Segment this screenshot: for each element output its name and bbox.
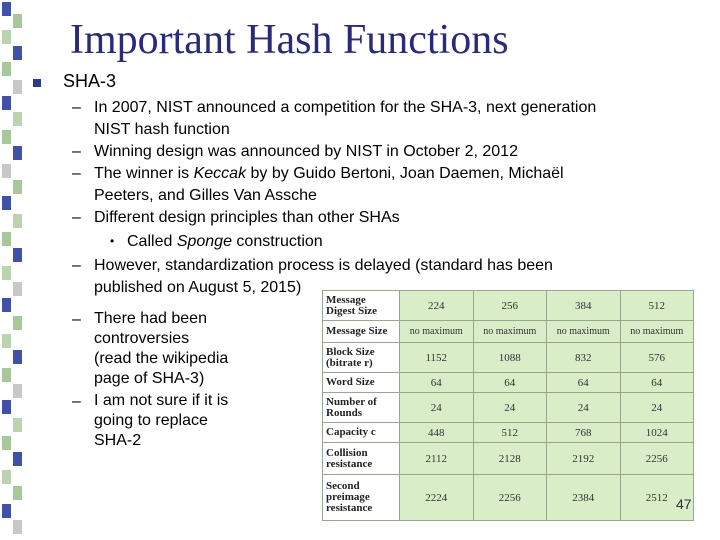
table-cell: 1088: [473, 343, 547, 373]
row-label: Second preimage resistance: [323, 475, 400, 521]
slide-title: Important Hash Functions: [70, 17, 509, 63]
row-label: Capacity c: [323, 423, 400, 443]
row-label: Message Digest Size: [323, 291, 400, 321]
sub-line: going to replace: [94, 412, 208, 429]
table-cell: 2224: [400, 475, 474, 521]
table-cell: 576: [620, 343, 694, 373]
dash-marker: –: [72, 165, 81, 182]
table-row: [323, 423, 694, 443]
table-cell: 2256: [473, 475, 547, 521]
table-cell: 512: [473, 423, 547, 443]
sub-line: I am not sure if it is: [94, 392, 229, 409]
table-cell: 2112: [400, 443, 474, 475]
sub-bullet-competition: [94, 97, 596, 141]
table-cell: 2384: [547, 475, 621, 521]
table-cell: 64: [400, 373, 474, 393]
table-cell: no maximum: [620, 321, 694, 343]
table-cell: 64: [620, 373, 694, 393]
table-row: [323, 443, 694, 475]
dot-marker: •: [110, 234, 115, 248]
sub-line: Different design principles than other SHAs: [94, 209, 400, 226]
dash-marker: –: [72, 393, 81, 410]
dash-marker: –: [72, 143, 81, 160]
sub-line: published on August 5, 2015): [94, 279, 302, 296]
sub-bullet-replace-sha2: [94, 391, 228, 451]
dash-marker: –: [72, 209, 81, 226]
table-row: [323, 475, 694, 521]
sub-line: Peeters, and Gilles Van Assche: [94, 187, 317, 204]
row-label: Block Size (bitrate r): [323, 343, 400, 373]
row-label: Number of Rounds: [323, 393, 400, 423]
table-cell: 224: [400, 291, 474, 321]
winner-prefix: The winner is: [94, 165, 194, 182]
table-cell: 2256: [620, 443, 694, 475]
sub-line: In 2007, NIST announced a competition for the SHA-3, next generation: [94, 99, 597, 116]
sponge-name: Sponge: [176, 233, 232, 250]
sponge-prefix: Called: [127, 233, 177, 250]
table-cell: 768: [547, 423, 621, 443]
row-label: Word Size: [323, 373, 400, 393]
sponge-suffix: construction: [231, 233, 323, 250]
table-cell: 384: [547, 291, 621, 321]
table-cell: no maximum: [400, 321, 474, 343]
sub-line: (read the wikipedia: [94, 350, 229, 367]
sub-line: SHA-2: [94, 432, 142, 449]
sub-bullet-winner: [94, 163, 564, 207]
sub-bullet-controversies: [94, 309, 228, 389]
table-cell: 1152: [400, 343, 474, 373]
dash-marker: –: [72, 311, 81, 328]
table-row: [323, 291, 694, 321]
sub-bullet-winning-design: [94, 141, 518, 163]
table-row: [323, 343, 694, 373]
table-cell: 2192: [547, 443, 621, 475]
sub-line: However, standardization process is delayed (standard has been: [94, 257, 553, 274]
table-row: [323, 393, 694, 423]
sub-line: [94, 163, 564, 185]
table-row: [323, 321, 694, 343]
sub-bullet-design-principles: [94, 207, 400, 229]
table-cell: no maximum: [547, 321, 621, 343]
table-cell: 1024: [620, 423, 694, 443]
table-cell: no maximum: [473, 321, 547, 343]
table-cell: 256: [473, 291, 547, 321]
sha3-parameter-table: [322, 290, 694, 521]
table-cell: 448: [400, 423, 474, 443]
table-cell: 2128: [473, 443, 547, 475]
dash-marker: –: [72, 99, 81, 116]
row-label: Collision resistance: [323, 443, 400, 475]
table-cell: 24: [473, 393, 547, 423]
table-cell: 24: [400, 393, 474, 423]
sub-sub-bullet-sponge: [127, 231, 323, 253]
table-cell: 24: [620, 393, 694, 423]
table-cell: 24: [547, 393, 621, 423]
table-row: [323, 373, 694, 393]
sub-line: There had been: [94, 310, 207, 327]
table-cell: 512: [620, 291, 694, 321]
winner-suffix: by by Guido Bertoni, Joan Daemen, Michaël: [246, 165, 564, 182]
table-cell: 832: [547, 343, 621, 373]
bullet-sha3: SHA-3: [63, 71, 117, 91]
page-number: 47: [676, 496, 692, 512]
dash-marker: –: [72, 257, 81, 274]
sub-line: controversies: [94, 330, 190, 347]
row-label: Message Size: [323, 321, 400, 343]
decorative-border: [0, 0, 30, 540]
bullet-square-icon: [33, 79, 41, 87]
table-cell: 2512: [620, 475, 694, 521]
sub-line: page of SHA-3): [94, 370, 205, 387]
table-cell: 64: [547, 373, 621, 393]
sub-line: NIST hash function: [94, 121, 230, 138]
table-cell: 64: [473, 373, 547, 393]
sub-line: Winning design was announced by NIST in October 2, 2012: [94, 143, 518, 160]
keccak-name: Keccak: [193, 165, 247, 182]
